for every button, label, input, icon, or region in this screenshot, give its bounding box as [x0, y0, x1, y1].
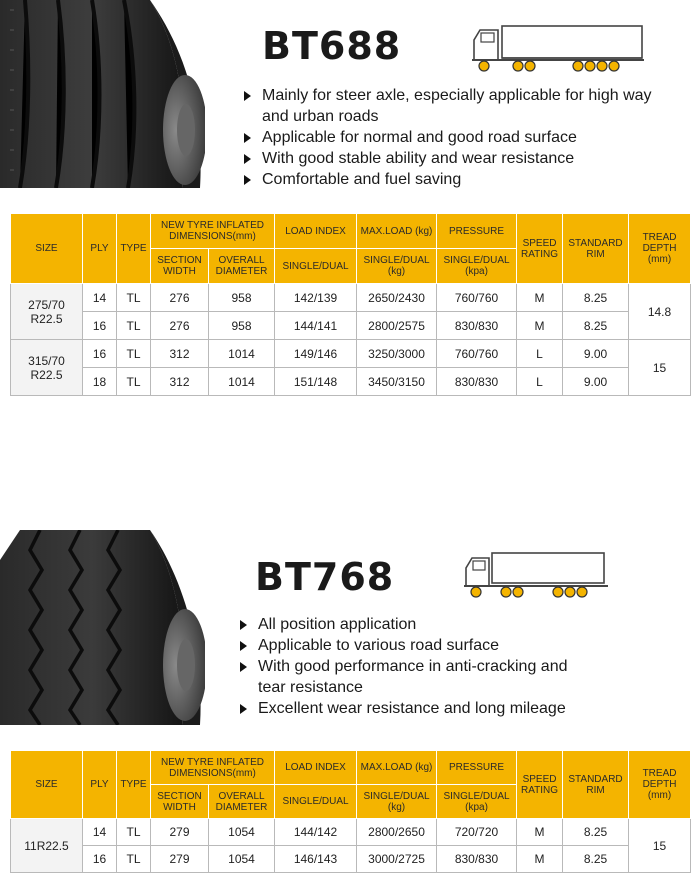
product-section-bt768 — [0, 530, 700, 885]
max-load-cell: 2800/2575 — [357, 312, 437, 340]
section-width-cell: 279 — [151, 819, 209, 846]
overall-diameter-cell: 1014 — [209, 340, 275, 368]
header-ply: PLY — [83, 751, 117, 819]
pressure-cell: 830/830 — [437, 368, 517, 396]
header-dimensions: NEW TYRE INFLATED DIMENSIONS(mm) — [151, 751, 275, 785]
dump-truck-icon — [470, 22, 646, 74]
speed-rating-cell: M — [517, 312, 563, 340]
header-load-single-dual: SINGLE/DUAL — [275, 249, 357, 284]
model-title: BT768 — [255, 555, 395, 599]
speed-rating-cell: M — [517, 819, 563, 846]
ply-cell: 16 — [83, 846, 117, 873]
table-row — [11, 368, 691, 396]
pressure-cell: 760/760 — [437, 284, 517, 312]
standard-rim-cell: 9.00 — [563, 368, 629, 396]
type-cell: TL — [117, 819, 151, 846]
header-max-load-sub: SINGLE/DUAL (kg) — [357, 785, 437, 819]
tread-depth-cell: 15 — [629, 340, 691, 396]
table-row — [11, 340, 691, 368]
feature-item: Excellent wear resistance and long mileage — [236, 698, 656, 719]
feature-item: Applicable for normal and good road surface — [240, 127, 680, 148]
section-width-cell: 276 — [151, 284, 209, 312]
standard-rim-cell: 8.25 — [563, 846, 629, 873]
header-type: TYPE — [117, 751, 151, 819]
header-pressure: PRESSURE — [437, 751, 517, 785]
section-width-cell: 279 — [151, 846, 209, 873]
header-pressure-sub: SINGLE/DUAL (kpa) — [437, 249, 517, 284]
feature-item: With good performance in anti-cracking and tear resistance — [236, 656, 588, 698]
pressure-cell: 830/830 — [437, 312, 517, 340]
overall-diameter-cell: 1054 — [209, 819, 275, 846]
header-overall-diameter: OVERALL DIAMETER — [209, 785, 275, 819]
header-load-single-dual: SINGLE/DUAL — [275, 785, 357, 819]
load-index-cell: 146/143 — [275, 846, 357, 873]
type-cell: TL — [117, 368, 151, 396]
header-section-width: SECTION WIDTH — [151, 249, 209, 284]
load-index-cell: 144/141 — [275, 312, 357, 340]
header-ply: PLY — [83, 214, 117, 284]
header-type: TYPE — [117, 214, 151, 284]
feature-item: With good stable ability and wear resistance — [240, 148, 680, 169]
table-row — [11, 846, 691, 873]
table-row — [11, 312, 691, 340]
max-load-cell: 2650/2430 — [357, 284, 437, 312]
max-load-cell: 3000/2725 — [357, 846, 437, 873]
feature-list — [240, 85, 680, 190]
bullet-arrow-icon — [240, 704, 247, 714]
size-cell: 275/70 R22.5 — [11, 284, 83, 340]
table-row — [11, 284, 691, 312]
header-tread-depth: TREAD DEPTH (mm) — [629, 214, 691, 284]
header-max-load-sub: SINGLE/DUAL (kg) — [357, 249, 437, 284]
standard-rim-cell: 8.25 — [563, 284, 629, 312]
header-speed-rating: SPEED RATING — [517, 751, 563, 819]
size-cell: 315/70 R22.5 — [11, 340, 83, 396]
header-max-load: MAX.LOAD (kg) — [357, 751, 437, 785]
type-cell: TL — [117, 284, 151, 312]
size-cell: 11R22.5 — [11, 819, 83, 873]
header-load-index: LOAD INDEX — [275, 214, 357, 249]
standard-rim-cell: 8.25 — [563, 312, 629, 340]
feature-list — [236, 614, 656, 719]
bullet-arrow-icon — [244, 91, 251, 101]
load-index-cell: 149/146 — [275, 340, 357, 368]
tire-image — [0, 530, 205, 725]
tire-image — [0, 0, 205, 188]
type-cell: TL — [117, 846, 151, 873]
spec-table — [10, 750, 691, 873]
model-title: BT688 — [262, 24, 402, 68]
max-load-cell: 2800/2650 — [357, 819, 437, 846]
header-tread-depth: TREAD DEPTH (mm) — [629, 751, 691, 819]
load-index-cell: 144/142 — [275, 819, 357, 846]
load-index-cell: 142/139 — [275, 284, 357, 312]
overall-diameter-cell: 1014 — [209, 368, 275, 396]
max-load-cell: 3450/3150 — [357, 368, 437, 396]
pressure-cell: 760/760 — [437, 340, 517, 368]
bullet-arrow-icon — [240, 620, 247, 630]
header-dimensions: NEW TYRE INFLATED DIMENSIONS(mm) — [151, 214, 275, 249]
max-load-cell: 3250/3000 — [357, 340, 437, 368]
ply-cell: 16 — [83, 312, 117, 340]
section-width-cell: 312 — [151, 368, 209, 396]
pressure-cell: 720/720 — [437, 819, 517, 846]
overall-diameter-cell: 958 — [209, 284, 275, 312]
ply-cell: 14 — [83, 819, 117, 846]
feature-item: All position application — [236, 614, 656, 635]
speed-rating-cell: L — [517, 340, 563, 368]
standard-rim-cell: 9.00 — [563, 340, 629, 368]
feature-item: Mainly for steer axle, especially applicable for high way and urban roads — [240, 85, 680, 127]
header-pressure: PRESSURE — [437, 214, 517, 249]
bullet-arrow-icon — [244, 175, 251, 185]
section-width-cell: 312 — [151, 340, 209, 368]
feature-item: Comfortable and fuel saving — [240, 169, 680, 190]
ply-cell: 14 — [83, 284, 117, 312]
pressure-cell: 830/830 — [437, 846, 517, 873]
header-max-load: MAX.LOAD (kg) — [357, 214, 437, 249]
tread-depth-cell: 14.8 — [629, 284, 691, 340]
spec-table — [10, 213, 691, 396]
header-size: SIZE — [11, 214, 83, 284]
speed-rating-cell: M — [517, 284, 563, 312]
type-cell: TL — [117, 312, 151, 340]
bullet-arrow-icon — [244, 133, 251, 143]
speed-rating-cell: M — [517, 846, 563, 873]
header-size: SIZE — [11, 751, 83, 819]
header-load-index: LOAD INDEX — [275, 751, 357, 785]
feature-item: Applicable to various road surface — [236, 635, 656, 656]
bullet-arrow-icon — [240, 641, 247, 651]
header-standard-rim: STANDARD RIM — [563, 751, 629, 819]
speed-rating-cell: L — [517, 368, 563, 396]
ply-cell: 16 — [83, 340, 117, 368]
ply-cell: 18 — [83, 368, 117, 396]
standard-rim-cell: 8.25 — [563, 819, 629, 846]
header-overall-diameter: OVERALL DIAMETER — [209, 249, 275, 284]
tread-depth-cell: 15 — [629, 819, 691, 873]
bullet-arrow-icon — [240, 662, 247, 672]
bullet-arrow-icon — [244, 154, 251, 164]
table-row — [11, 819, 691, 846]
product-section-bt688 — [0, 0, 700, 400]
header-pressure-sub: SINGLE/DUAL (kpa) — [437, 785, 517, 819]
box-truck-icon — [462, 550, 610, 600]
section-width-cell: 276 — [151, 312, 209, 340]
header-speed-rating: SPEED RATING — [517, 214, 563, 284]
overall-diameter-cell: 1054 — [209, 846, 275, 873]
header-standard-rim: STANDARD RIM — [563, 214, 629, 284]
load-index-cell: 151/148 — [275, 368, 357, 396]
header-section-width: SECTION WIDTH — [151, 785, 209, 819]
overall-diameter-cell: 958 — [209, 312, 275, 340]
type-cell: TL — [117, 340, 151, 368]
